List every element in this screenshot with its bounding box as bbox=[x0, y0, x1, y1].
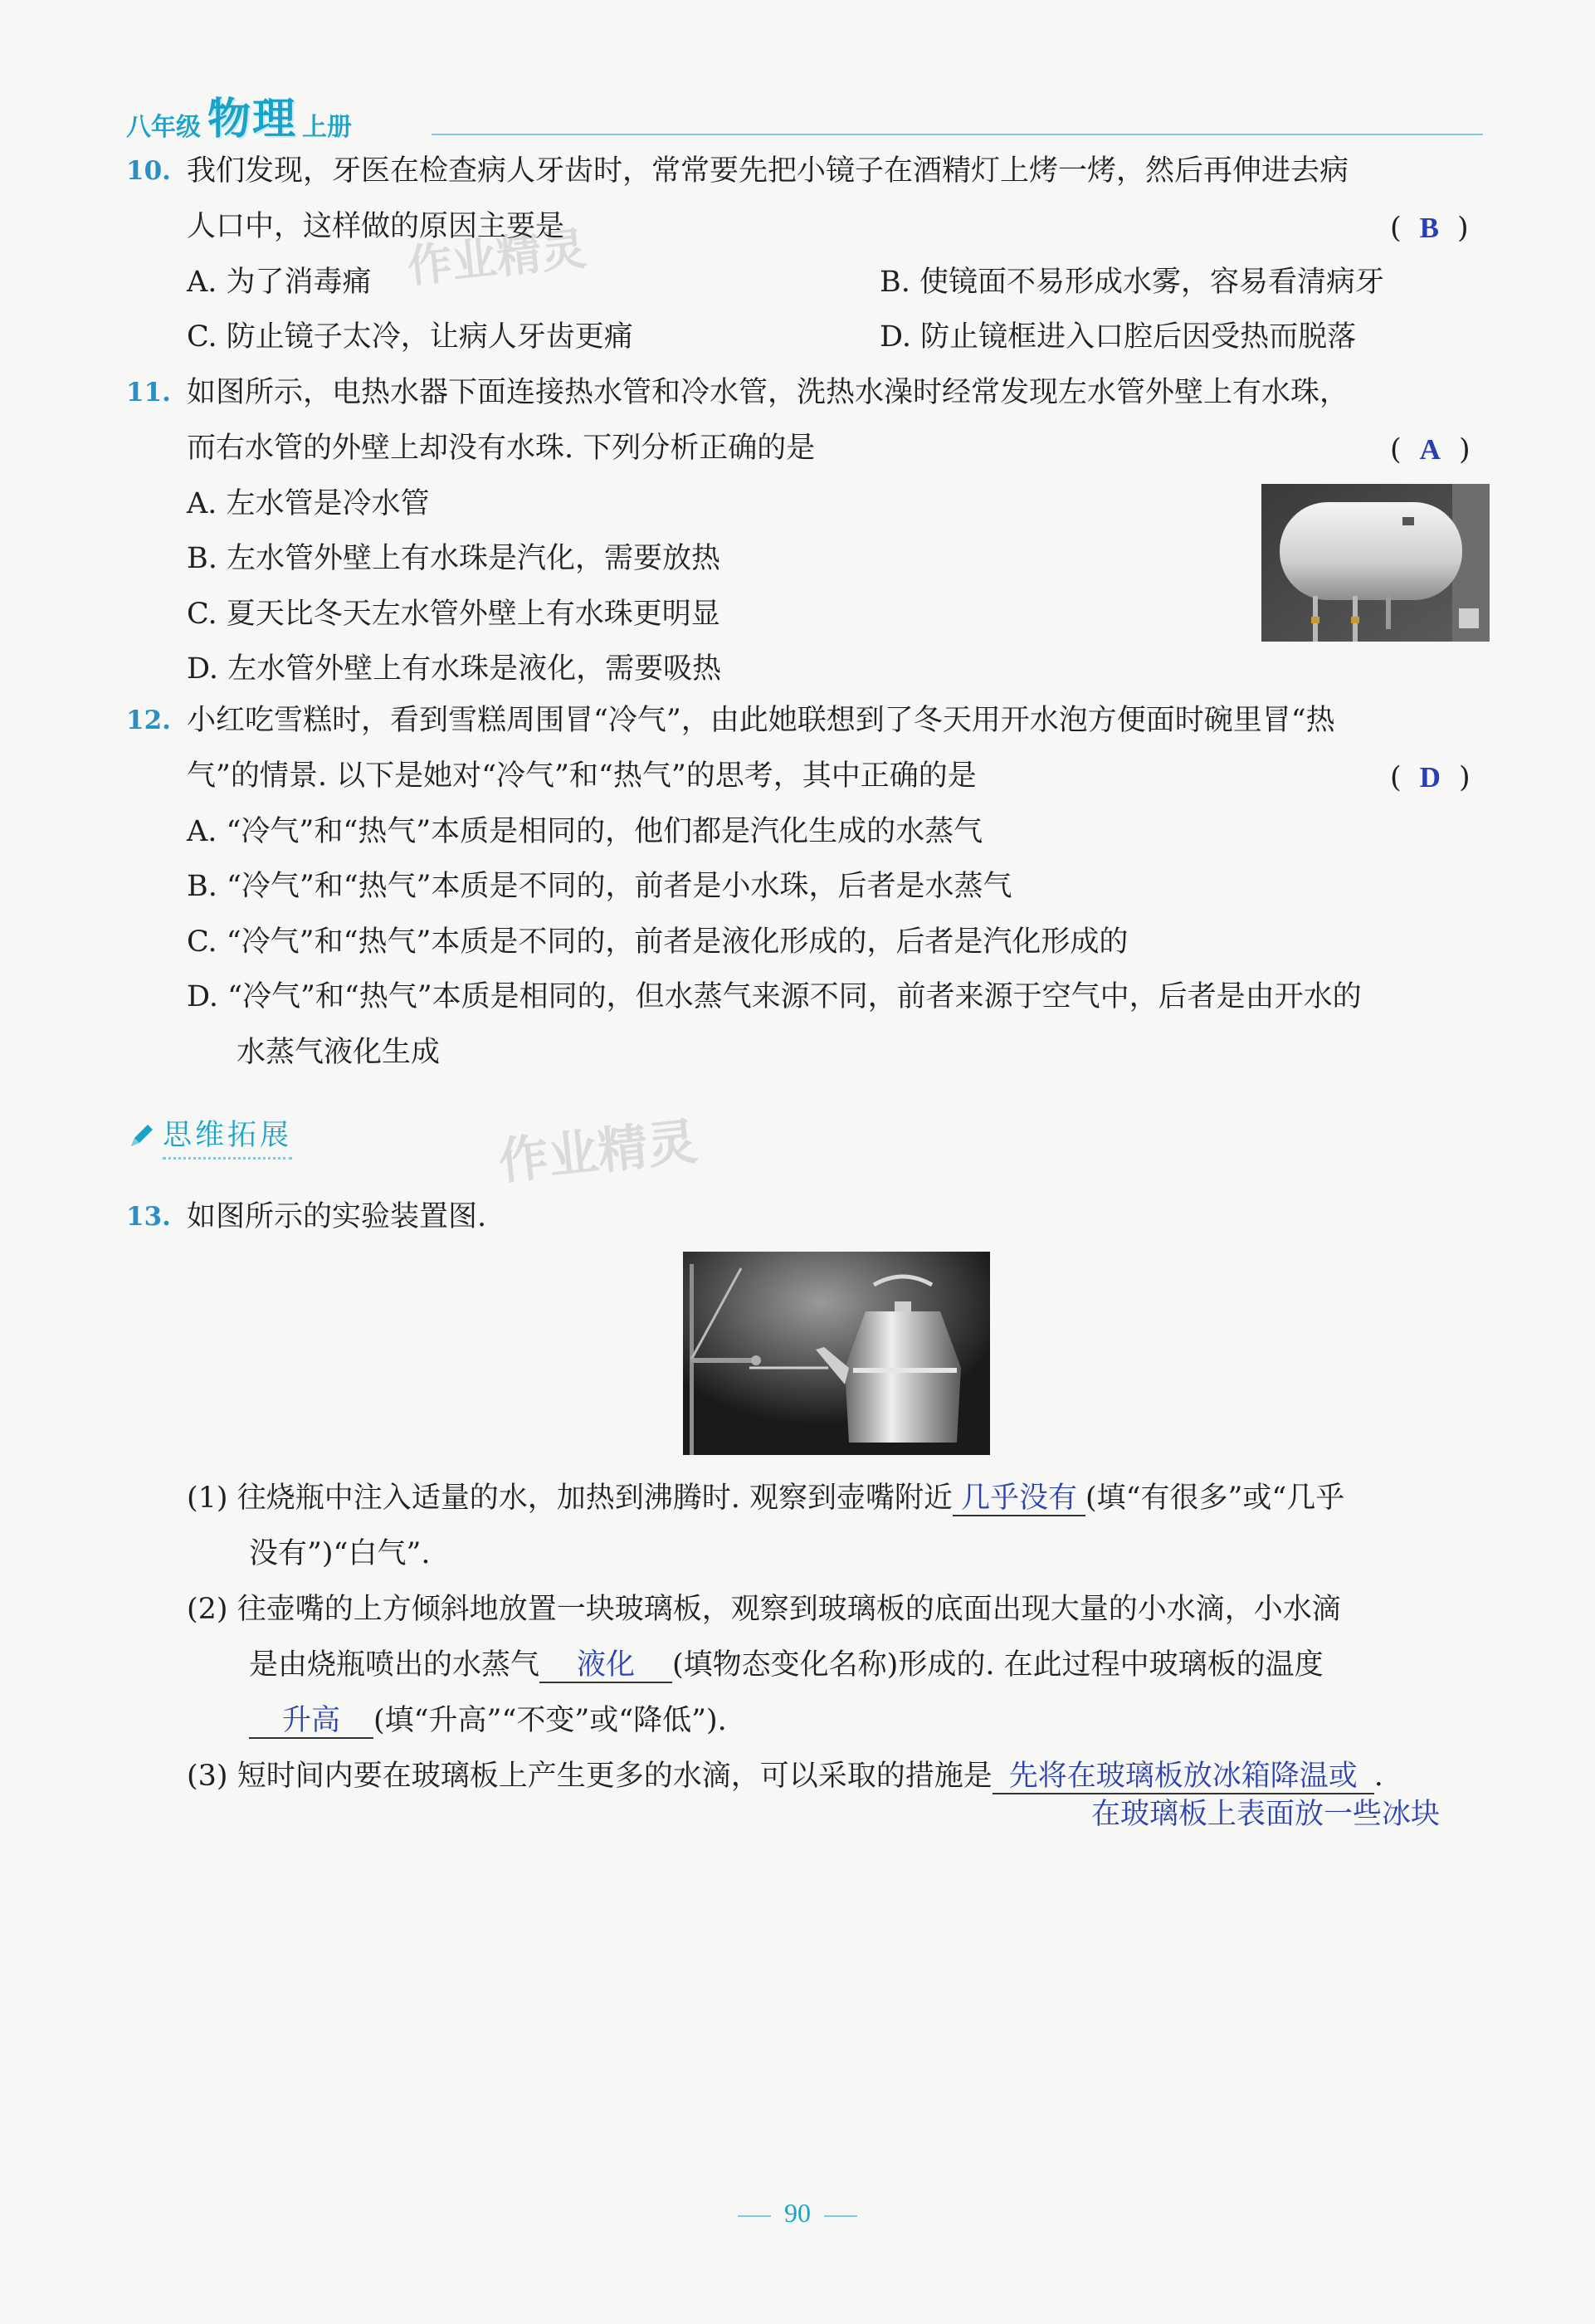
footer-dash-left bbox=[738, 2215, 771, 2217]
q10-answer-letter: B bbox=[1419, 212, 1440, 244]
q13-part2-line1: (2) 往壶嘴的上方倾斜地放置一块玻璃板，观察到玻璃板的底面出现大量的小水滴，小水滴 bbox=[187, 1593, 1341, 1626]
q13-part1-text-a: (1) 往烧瓶中注入适量的水，加热到沸腾时. 观察到壶嘴附近 bbox=[187, 1482, 953, 1515]
q13-part3-end: . bbox=[1373, 1760, 1383, 1793]
q13-part3-line1 bbox=[187, 1760, 1383, 1794]
q13-part3-blank-line2: 在玻璃板上表面放一些冰块 bbox=[1091, 1798, 1441, 1831]
q11-option-c: C. 夏天比冬天左水管外壁上有水珠更明显 bbox=[187, 598, 720, 631]
q13-part1-blank[interactable]: 几乎没有 bbox=[953, 1482, 1085, 1516]
q13-part3-blank-line1[interactable]: 先将在玻璃板放冰箱降温或 bbox=[993, 1760, 1374, 1794]
q12-option-c: C. “冷气”和“热气”本质是不同的，前者是液化形成的，后者是汽化形成的 bbox=[187, 925, 1129, 959]
q10-stem-line2: 人口中，这样做的原因主要是 bbox=[187, 210, 565, 243]
header-volume: 上册 bbox=[302, 113, 353, 142]
page-footer bbox=[0, 2198, 1595, 2229]
kettle-experiment-photo bbox=[683, 1252, 990, 1455]
q12-option-b: B. “冷气”和“热气”本质是不同的，前者是小水珠，后者是水蒸气 bbox=[187, 870, 1012, 903]
q11-option-a: A. 左水管是冷水管 bbox=[187, 487, 430, 520]
q13-part1-text-b: (填“有很多”或“几乎 bbox=[1085, 1482, 1345, 1515]
q10-option-d: D. 防止镜框进入口腔后因受热而脱落 bbox=[880, 320, 1357, 354]
q10-option-c: C. 防止镜子太冷，让病人牙齿更痛 bbox=[187, 320, 633, 354]
q12-stem-line1: 小红吃雪糕时，看到雪糕周围冒“冷气”，由此她联想到了冬天用开水泡方便面时碗里冒“热 bbox=[187, 704, 1335, 737]
q12-number: 12. bbox=[126, 706, 171, 735]
water-heater-illustration bbox=[1261, 484, 1490, 642]
q11-stem-line1: 如图所示，电热水器下面连接热水管和冷水管，洗热水澡时经常发现左水管外壁上有水珠， bbox=[187, 376, 1349, 409]
q10-answer: ( B ) bbox=[1390, 212, 1469, 245]
q11-answer-letter: A bbox=[1419, 433, 1441, 466]
q10-number: 10. bbox=[126, 156, 171, 186]
q10-option-a: A. 为了消毒痛 bbox=[187, 266, 372, 299]
q13-part2-blank1[interactable]: 液化 bbox=[539, 1648, 672, 1683]
q11-option-b: B. 左水管外壁上有水珠是汽化，需要放热 bbox=[187, 542, 720, 575]
pencil-icon bbox=[126, 1121, 156, 1151]
section-heading bbox=[126, 1112, 292, 1160]
q13-part2-blank2[interactable]: 升高 bbox=[249, 1704, 373, 1739]
section-title: 思维拓展 bbox=[163, 1112, 292, 1160]
q13-part1-line1 bbox=[187, 1482, 1344, 1516]
water-heater-photo bbox=[1261, 484, 1490, 642]
footer-dash-right bbox=[824, 2215, 857, 2217]
page-header bbox=[126, 93, 352, 143]
q12-option-d-line2: 水蒸气液化生成 bbox=[237, 1036, 441, 1069]
q11-stem-line2: 而右水管的外壁上却没有水珠. 下列分析正确的是 bbox=[187, 432, 816, 465]
q13-part2-text-b2: (填物态变化名称)形成的. 在此过程中玻璃板的温度 bbox=[672, 1648, 1324, 1682]
q12-answer: ( D ) bbox=[1390, 761, 1471, 794]
kettle-experiment-illustration bbox=[683, 1252, 990, 1455]
q11-answer: ( A ) bbox=[1390, 433, 1471, 466]
header-rule bbox=[432, 134, 1483, 135]
q10-option-b: B. 使镜面不易形成水雾，容易看清病牙 bbox=[880, 266, 1384, 299]
q11-number: 11. bbox=[126, 378, 171, 408]
watermark-top: 作业精灵 bbox=[404, 222, 589, 294]
q13-part2-line2 bbox=[249, 1648, 1324, 1683]
q11-option-d: D. 左水管外壁上有水珠是液化，需要吸热 bbox=[187, 652, 722, 686]
q13-part2-text-c: (填“升高”“不变”或“降低”). bbox=[373, 1704, 727, 1737]
q13-part3-text-a: (3) 短时间内要在玻璃板上产生更多的水滴，可以采取的措施是 bbox=[187, 1760, 993, 1793]
q13-stem: 如图所示的实验装置图. bbox=[187, 1200, 487, 1233]
q13-part2-text-b1: 是由烧瓶喷出的水蒸气 bbox=[249, 1648, 540, 1682]
q12-stem-line2: 气”的情景. 以下是她对“冷气”和“热气”的思考，其中正确的是 bbox=[187, 759, 977, 793]
q12-option-d-line1: D. “冷气”和“热气”本质是相同的，但水蒸气来源不同，前者来源于空气中，后者是由开水的 bbox=[187, 980, 1362, 1013]
q13-part1-line2: 没有”)“白气”. bbox=[249, 1537, 431, 1570]
q13-number: 13. bbox=[126, 1202, 171, 1232]
q12-answer-letter: D bbox=[1419, 761, 1441, 793]
header-subject: 物理 bbox=[207, 95, 298, 144]
header-grade: 八年级 bbox=[126, 113, 201, 142]
q12-option-a: A. “冷气”和“热气”本质是相同的，他们都是汽化生成的水蒸气 bbox=[187, 815, 983, 848]
watermark-middle: 作业精灵 bbox=[495, 1112, 700, 1192]
q10-stem-line1: 我们发现，牙医在检查病人牙齿时，常常要先把小镜子在酒精灯上烤一烤，然后再伸进去病 bbox=[187, 154, 1349, 188]
q13-part2-line3 bbox=[249, 1704, 727, 1739]
page-number: 90 bbox=[784, 2198, 811, 2228]
